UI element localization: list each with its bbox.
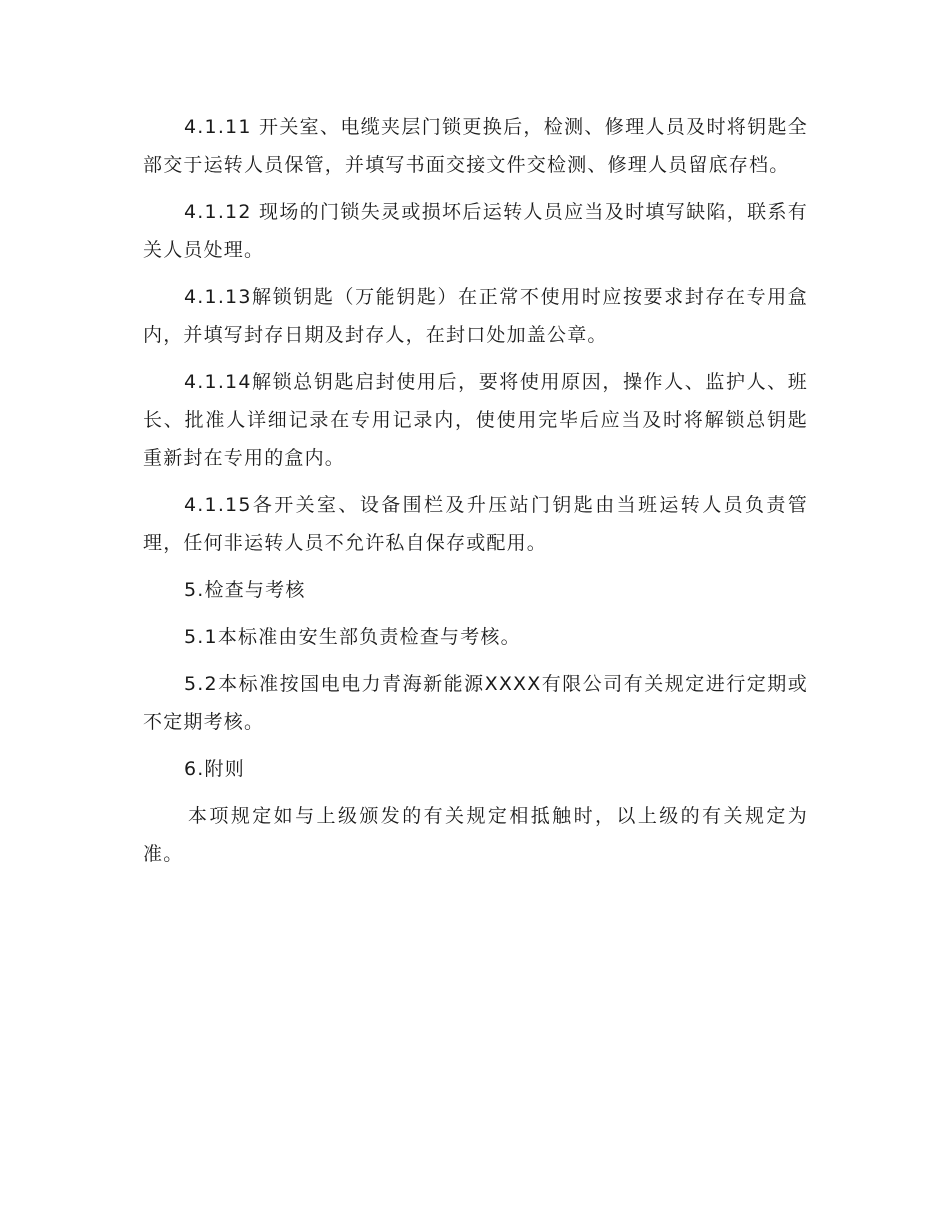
section-heading-6: 6.附则 [184, 758, 245, 780]
document-body [143, 108, 808, 882]
paragraph-appendix: 本项规定如与上级颁发的有关规定相抵触时，以上级的有关规定为准。 [143, 805, 808, 865]
paragraph-4-1-15: 4.1.15各开关室、设备围栏及升压站门钥匙由当班运转人员负责管理，任何非运转人员不允许私自保存或配用。 [143, 494, 808, 554]
paragraph-4-1-13: 4.1.13解锁钥匙（万能钥匙）在正常不使用时应按要求封存在专用盒内，并填写封存日期及封存人，在封口处加盖公章。 [143, 286, 808, 346]
section-heading-5: 5.检查与考核 [184, 579, 306, 601]
paragraph-5-1: 5.1本标准由安生部负责检查与考核。 [184, 626, 521, 648]
paragraph-4-1-14: 4.1.14解锁总钥匙启封使用后，要将使用原因，操作人、监护人、班长、批准人详细记录在专用记录内，使使用完毕后应当及时将解锁总钥匙重新封在专用的盒内。 [143, 371, 808, 469]
paragraph-4-1-12: 4.1.12 现场的门锁失灵或损坏后运转人员应当及时填写缺陷，联系有关人员处理。 [143, 201, 808, 261]
paragraph-4-1-11: 4.1.11 开关室、电缆夹层门锁更换后，检测、修理人员及时将钥匙全部交于运转人员保管，并填写书面交接文件交检测、修理人员留底存档。 [143, 116, 808, 176]
paragraph-5-2: 5.2本标准按国电电力青海新能源XXXX有限公司有关规定进行定期或不定期考核。 [143, 673, 808, 733]
